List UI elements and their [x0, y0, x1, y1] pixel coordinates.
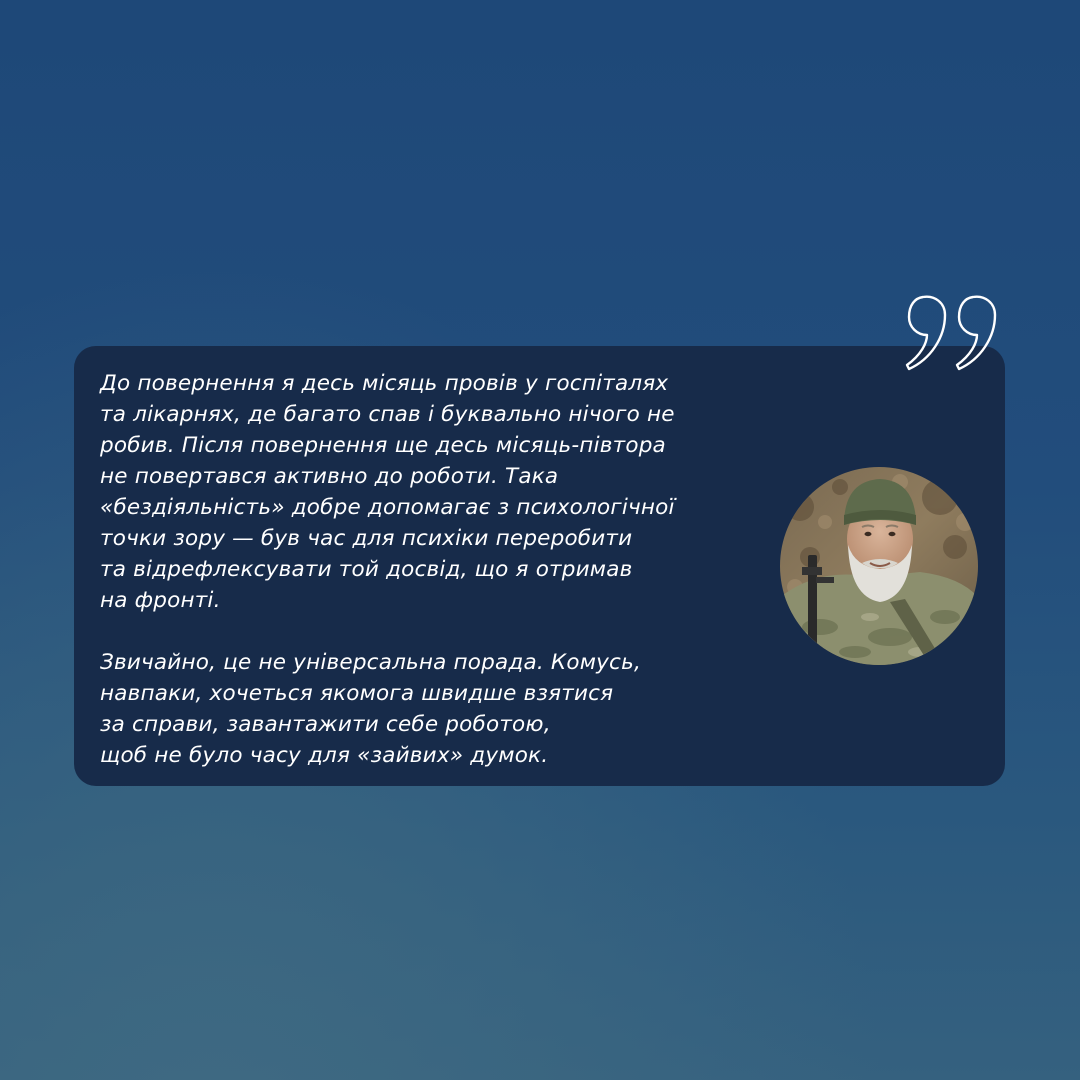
- quote-line: точки зору — був час для психіки переробити: [100, 526, 633, 551]
- quote-line: щоб не було часу для «зайвих» думок.: [100, 743, 549, 768]
- quote-line: навпаки, хочеться якомога швидше взятися: [100, 681, 614, 706]
- soldier-portrait-image: [780, 467, 978, 665]
- quote-text: [100, 368, 760, 771]
- quote-line: робив. Після повернення ще десь місяць-півтора: [100, 433, 666, 458]
- quote-paragraph-2: [100, 647, 760, 771]
- quote-card: [74, 346, 1005, 786]
- quote-line: не повертався активно до роботи. Така: [100, 464, 559, 489]
- quote-line: та відрефлексувати той досвід, що я отримав: [100, 557, 633, 582]
- quote-line: та лікарнях, де багато спав і буквально нічого не: [100, 402, 675, 427]
- quote-line: на фронті.: [100, 588, 221, 613]
- quote-line: за справи, завантажити себе роботою,: [100, 712, 551, 737]
- quote-paragraph-1: [100, 368, 760, 616]
- quote-line: Звичайно, це не універсальна порада. Комусь,: [100, 650, 641, 675]
- quote-line: «бездіяльність» добре допомагає з психологічної: [100, 495, 675, 520]
- quote-line: До повернення я десь місяць провів у госпіталях: [100, 371, 669, 396]
- closing-quote-icon: [905, 293, 997, 373]
- author-photo: [780, 467, 978, 665]
